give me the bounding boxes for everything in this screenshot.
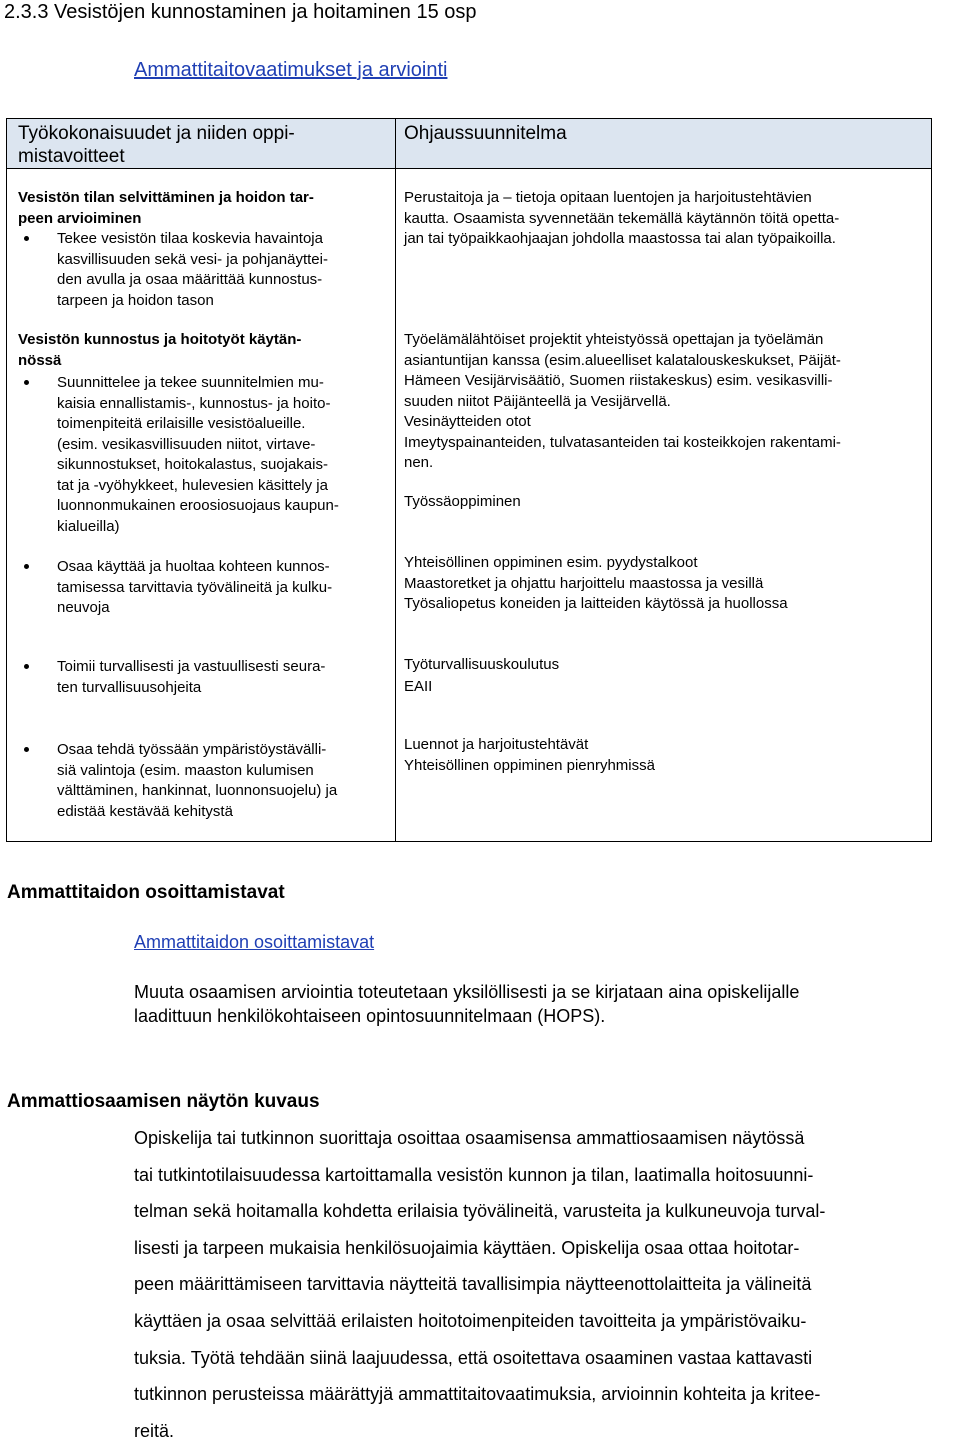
block2-right-methods: Yhteisöllinen oppiminen esim. pyydystalkoot Maastoretket ja ohjattu harjoittelu maastossa ja vesillä Työsaliopetus koneiden ja laitteiden käytössä ja huollossa [404, 554, 788, 612]
block4-left [18, 740, 388, 822]
block2-title-line1: Vesistön kunnostus ja hoitotyöt käytän- [18, 331, 302, 348]
demo-description-heading: Ammattiosaamisen näytön kuvaus [7, 1091, 320, 1112]
block2-bullet1: Suunnittelee ja tekee suunnitelmien mu- kaisia ennallistamis-, kunnostus- ja hoito- toimenpiteitä erilaisille vesistöalueille. (esim. vesikasvillisuuden niitot, virtave- sikunnostukset, hoitokalastus, suojakais- tat ja -vyöhykkeet, hulevesien käsittely ja luonnonmukainen eroosiosuojaus kaupun- kialueilla) [18, 373, 388, 537]
block3-right: Työturvallisuuskoulutus EAII [404, 656, 560, 695]
block3-left [18, 657, 388, 698]
section-heading: 2.3.3 Vesistöjen kunnostaminen ja hoitaminen 15 osp [4, 1, 477, 23]
demonstration-link[interactable]: Ammattitaidon osoittamistavat [134, 932, 375, 952]
col-header-guidance-plan: Ohjaussuunnitelma [404, 123, 567, 144]
block2-bullet2: Osaa käyttää ja huoltaa kohteen kunnos- tamisessa tarvittavia työvälineitä ja kulku- neuvoja [18, 557, 388, 619]
block4-right: Luennot ja harjoitustehtävät Yhteisöllinen oppiminen pienryhmissä [404, 736, 655, 774]
col-header-work-units: Työkokonaisuudet ja niiden oppi- mistavoitteet [18, 123, 295, 167]
block2-title-line2: nössä [18, 351, 62, 369]
assessment-paragraph: Muuta osaamisen arviointia toteutetaan yksilöllisesti ja se kirjataan aina opiskelijalle laadittuun henkilökohtaiseen opintosuunnitelmaan (HOPS). [134, 982, 800, 1026]
block1-bullet: Tekee vesistön tilaa koskevia havaintoja kasvillisuuden sekä vesi- ja pohjanäyttei- den avulla ja osaa määrittää kunnostus- tarpeen ja hoidon tason [18, 229, 388, 311]
block1-right: Perustaitoja ja – tietoja opitaan luentojen ja harjoitustehtävien kautta. Osaamista syvennetään tekemällä käytännön töitä opetta- jan tai työpaikkaohjaajan johdolla maastossa tai alan työpaikoilla. [404, 189, 840, 247]
block1-title-line1: Vesistön tilan selvittäminen ja hoidon tar- [18, 189, 314, 206]
demonstration-heading: Ammattitaidon osoittamistavat [7, 882, 285, 903]
table-header-row [7, 119, 931, 169]
block1-left [18, 188, 388, 311]
requirements-link[interactable]: Ammattitaitovaatimukset ja arviointi [134, 59, 448, 81]
demo-description-body: Opiskelija tai tutkinnon suorittaja osoittaa osaamisensa ammattiosaamisen näytössä tai tutkintotilaisuudessa kartoittamalla vesistön kunnon ja tilan, laatimalla hoitosuunni- telman sekä hoitamalla kohdetta erilaisia työvälineitä, varusteita ja kulkuneuvoja turval- lisesti ja tarpeen mukaisia henkilösuojaimia käyttäen. Opiskelija osaa ottaa hoitotar- peen määrittämiseen tarvittavia näytteitä tavallisimpia näytteenottolaitteita ja välineitä käyttäen ja osaa selvittää erilaisten hoitotoimenpiteiden tavoitteita ja ympäristövaiku- tuksia. Työtä tehdään siinä laajuudessa, että osoitettava osaaminen vastaa kattavasti tutkinnon perusteissa määrättyjä ammattitaitovaatimuksia, arvioinnin kohteita ja kritee- reitä. [134, 1128, 826, 1441]
column-divider [395, 119, 396, 841]
block3-bullet: Toimii turvallisesti ja vastuullisesti seura- ten turvallisuusohjeita [18, 657, 388, 698]
block4-bullet: Osaa tehdä työssään ympäristöystävälli- siä valintoja (esim. maaston kulumisen välttäminen, hankinnat, luonnonsuojelu) ja edistää kestävää kehitystä [18, 740, 388, 822]
block1-title-line2: peen arvioiminen [18, 209, 142, 227]
tyossaoppiminen-label: Työssäoppiminen [404, 493, 521, 510]
block2-left [18, 330, 388, 619]
block2-right: Työelämälähtöiset projektit yhteistyössä opettajan ja työelämän asiantuntijan kanssa (esim.alueelliset kalatalouskeskukset, Päijät- Hämeen Vesijärvisäätiö, Suomen riistakeskus) esim. vesikasvilli- suuden niitot Päijänteellä ja Vesijärvellä. Vesinäytteiden otot Imeytyspainanteiden, tulvatasanteiden tai kosteikkojen rakentami- nen. [404, 331, 841, 471]
